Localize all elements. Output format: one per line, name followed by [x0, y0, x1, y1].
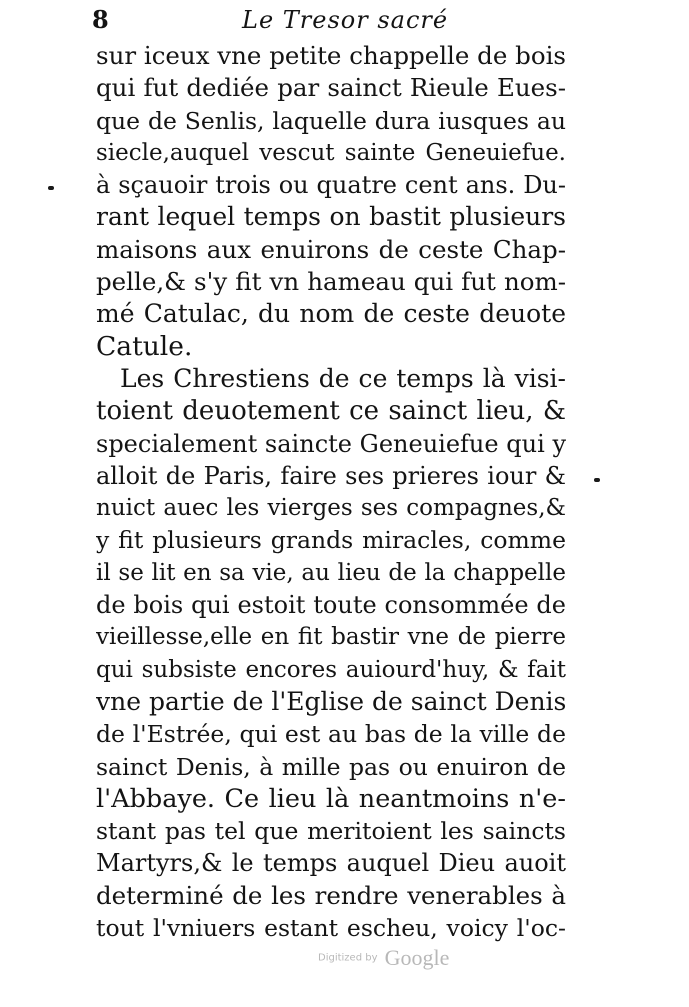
text-line: stant pas tel que meritoient les saincts	[96, 817, 566, 846]
text-line: rant lequel temps on bastit plusieurs	[96, 202, 566, 232]
text-line: l'Abbaye. Ce lieu là neantmoins n'e-	[96, 783, 566, 814]
watermark-prefix: Digitized by	[318, 952, 378, 964]
text-line: il se lit en sa vie, au lieu de la chappelle	[96, 559, 566, 586]
text-line: que de Senlis, laquelle dura iusques au	[96, 106, 566, 135]
text-line: vne partie de l'Eglise de sainct Denis	[96, 686, 566, 716]
text-line: tout l'vniuers estant escheu, voicy l'oc-	[96, 914, 566, 943]
text-line: determiné de les rendre venerables à	[96, 880, 566, 910]
margin-mark-left	[48, 186, 54, 190]
text-line: de l'Estrée, qui est au bas de la ville de	[96, 720, 566, 749]
text-line: toient deuotement ce sainct lieu, &	[96, 396, 566, 427]
text-line: sur iceux vne petite chappelle de bois	[96, 41, 566, 70]
text-line: y fit plusieurs grands miracles, comme	[96, 526, 566, 555]
margin-mark-right	[594, 478, 600, 482]
text-line: sainct Denis, à mille pas ou enuiron de	[96, 752, 566, 781]
text-line: siecle,auquel vescut sainte Geneuiefue.	[96, 139, 566, 166]
text-line: qui subsiste encores auiourd'huy, & fait	[96, 656, 566, 683]
text-line: alloit de Paris, faire ses prieres iour &	[96, 461, 566, 490]
digitized-by-watermark	[318, 945, 478, 975]
page-number: 8	[92, 5, 109, 34]
paragraph-start-line: Les Chrestiens de ce temps là visi-	[120, 363, 566, 393]
text-line: Martyrs,& le temps auquel Dieu auoit	[96, 849, 566, 878]
running-head	[92, 4, 562, 38]
text-line: pelle,& s'y fit vn hameau qui fut nom-	[96, 267, 566, 297]
text-line: de bois qui estoit toute consommée de	[96, 591, 566, 620]
text-line: mé Catulac, du nom de ceste deuote	[96, 299, 566, 329]
watermark-brand: Google	[384, 945, 450, 970]
text-line: à sçauoir trois ou quatre cent ans. Du-	[96, 171, 566, 200]
text-line: qui fut dediée par sainct Rieule Eues-	[96, 73, 566, 103]
running-title: Le Tresor sacré	[242, 6, 449, 34]
body-text	[96, 40, 566, 944]
text-line: nuict auec les vierges ses compagnes,&	[96, 495, 566, 522]
text-line: vieillesse,elle en fit bastir vne de pierre	[96, 624, 566, 651]
text-line: Catule.	[96, 330, 193, 362]
text-line: maisons aux enuirons de ceste Chap-	[96, 234, 566, 264]
text-line: specialement saincte Geneuiefue qui y	[96, 429, 566, 458]
